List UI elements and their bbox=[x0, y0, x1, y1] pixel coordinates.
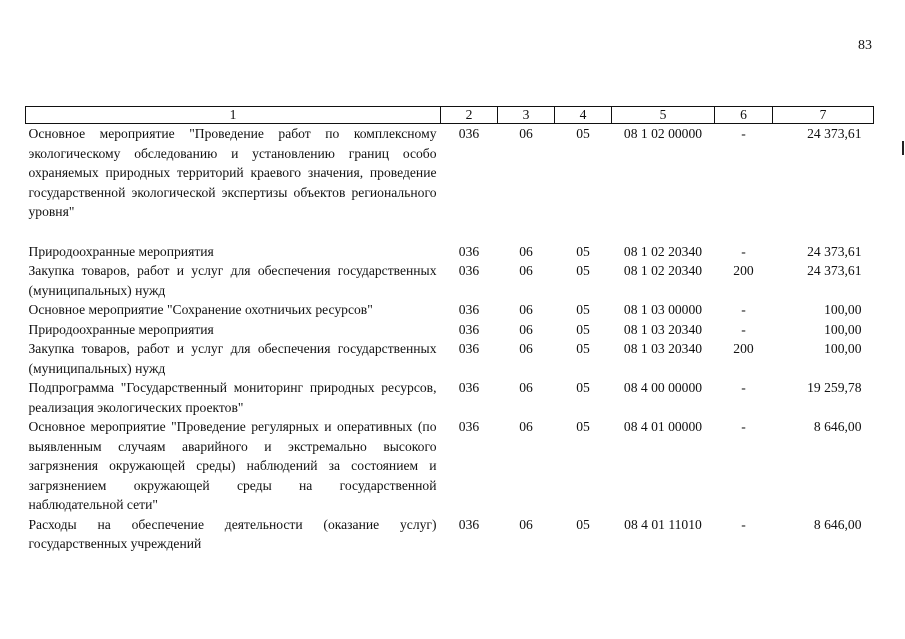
target-article-code: 08 1 02 20340 bbox=[623, 243, 703, 259]
target-article-code: 08 1 03 20340 bbox=[623, 341, 703, 356]
row-name: Закупка товаров, работ и услуг для обеспечения государственных (муниципальных) нужд bbox=[28, 341, 437, 376]
table-row bbox=[26, 242, 874, 262]
target-article-code: 08 4 01 11010 bbox=[624, 516, 702, 532]
section-code: 06 bbox=[519, 419, 533, 434]
expense-type-code: 200 bbox=[733, 341, 754, 356]
section-code: 06 bbox=[519, 126, 533, 141]
table-row bbox=[26, 300, 874, 320]
column-header: 2 bbox=[441, 107, 498, 124]
table-row bbox=[26, 515, 874, 554]
ministry-code: 036 bbox=[458, 380, 480, 395]
subsection-code: 05 bbox=[576, 126, 590, 141]
target-article-code: 08 1 02 20340 bbox=[623, 263, 703, 278]
expense-type-code: - bbox=[741, 126, 746, 141]
section-code: 06 bbox=[519, 263, 533, 278]
amount: 19 259,78 bbox=[807, 380, 862, 395]
subsection-code: 05 bbox=[576, 419, 590, 434]
section-code: 06 bbox=[519, 516, 533, 532]
expense-type-code: - bbox=[741, 243, 746, 259]
subsection-code: 05 bbox=[576, 341, 590, 356]
row-name: Основное мероприятие "Сохранение охотничьих ресурсов" bbox=[28, 302, 373, 317]
ministry-code: 036 bbox=[458, 126, 480, 141]
expense-type-code: - bbox=[741, 321, 746, 337]
amount: 8 646,00 bbox=[813, 419, 862, 434]
column-header: 5 bbox=[612, 107, 715, 124]
subsection-code: 05 bbox=[576, 243, 590, 259]
scan-edge-mark bbox=[902, 141, 904, 155]
subsection-code: 05 bbox=[576, 302, 590, 317]
ministry-code: 036 bbox=[458, 516, 480, 532]
section-code: 06 bbox=[519, 341, 533, 356]
target-article-code: 08 1 02 00000 bbox=[623, 126, 703, 141]
column-header: 4 bbox=[555, 107, 612, 124]
ministry-code: 036 bbox=[458, 243, 480, 259]
subsection-code: 05 bbox=[576, 263, 590, 278]
expense-type-code: - bbox=[741, 419, 746, 434]
table-row bbox=[26, 417, 874, 515]
table-row bbox=[26, 339, 874, 378]
table-row bbox=[26, 320, 874, 340]
amount: 100,00 bbox=[824, 321, 862, 337]
column-number-header-row bbox=[26, 107, 874, 124]
section-code: 06 bbox=[519, 380, 533, 395]
target-article-code: 08 4 01 00000 bbox=[623, 419, 703, 434]
target-article-code: 08 4 00 00000 bbox=[623, 380, 703, 395]
expense-type-code: 200 bbox=[733, 263, 754, 278]
ministry-code: 036 bbox=[458, 302, 480, 317]
row-name: Основное мероприятие "Проведение регулярных и оперативных (по выявленным случаям аварийного и экстремально высокого загрязнения окружающей среды) наблюдений за состоянием и загрязнением окружающей среды на государственной наблюдательной сети" bbox=[28, 419, 437, 512]
ministry-code: 036 bbox=[458, 321, 480, 337]
section-code: 06 bbox=[519, 321, 533, 337]
target-article-code: 08 1 03 20340 bbox=[623, 321, 703, 337]
spacer-row bbox=[26, 222, 874, 242]
subsection-code: 05 bbox=[576, 380, 590, 395]
expense-type-code: - bbox=[741, 302, 746, 317]
table-row bbox=[26, 124, 874, 222]
row-name: Закупка товаров, работ и услуг для обеспечения государственных (муниципальных) нужд bbox=[28, 263, 437, 298]
column-header: 1 bbox=[26, 107, 441, 124]
row-name: Природоохранные мероприятия bbox=[28, 321, 214, 337]
amount: 24 373,61 bbox=[807, 263, 862, 278]
amount: 100,00 bbox=[824, 302, 862, 317]
section-code: 06 bbox=[519, 243, 533, 259]
column-header: 7 bbox=[773, 107, 874, 124]
amount: 24 373,61 bbox=[807, 243, 862, 259]
table-row bbox=[26, 378, 874, 417]
subsection-code: 05 bbox=[576, 516, 590, 532]
ministry-code: 036 bbox=[458, 419, 480, 434]
column-header: 6 bbox=[715, 107, 773, 124]
amount: 8 646,00 bbox=[813, 516, 862, 532]
column-header: 3 bbox=[498, 107, 555, 124]
amount: 24 373,61 bbox=[807, 126, 862, 141]
expense-type-code: - bbox=[741, 516, 746, 532]
budget-table bbox=[25, 106, 874, 554]
table-row bbox=[26, 261, 874, 300]
ministry-code: 036 bbox=[458, 263, 480, 278]
page-number: 83 bbox=[858, 38, 872, 53]
row-name: Расходы на обеспечение деятельности (оказание услуг) государственных учреждений bbox=[28, 516, 437, 551]
ministry-code: 036 bbox=[458, 341, 480, 356]
row-name: Природоохранные мероприятия bbox=[28, 243, 214, 259]
row-name: Основное мероприятие "Проведение работ по комплексному экологическому обследованию и установлению границ особо охраняемых природных территорий краевого значения, проведение государственной экологической экспертизы объектов регионального уровня" bbox=[28, 126, 437, 219]
amount: 100,00 bbox=[824, 341, 862, 356]
expense-type-code: - bbox=[741, 380, 746, 395]
target-article-code: 08 1 03 00000 bbox=[623, 302, 703, 317]
subsection-code: 05 bbox=[576, 321, 590, 337]
section-code: 06 bbox=[519, 302, 533, 317]
row-name: Подпрограмма "Государственный мониторинг природных ресурсов, реализация экологических проектов" bbox=[28, 380, 437, 415]
